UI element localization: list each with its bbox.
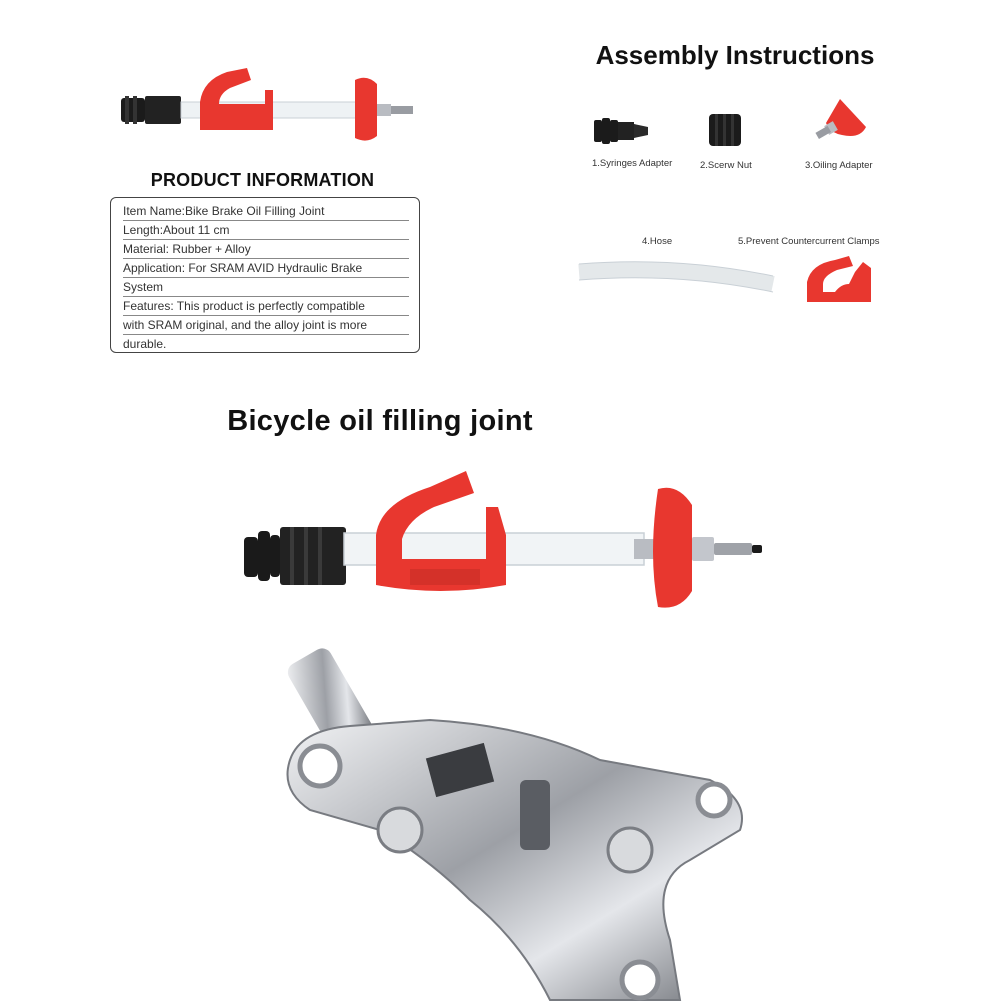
product-info-row: Features: This product is perfectly compatible xyxy=(123,297,409,316)
syringe-adapter-icon xyxy=(592,112,662,152)
clamp-icon xyxy=(805,254,875,306)
part-label-screw-nut: 2.Scerw Nut xyxy=(700,160,752,171)
oiling-adapter xyxy=(634,488,762,608)
thumb-syringe-adapter xyxy=(121,96,181,124)
product-thumbnail xyxy=(115,60,425,140)
product-info-row: Material: Rubber + Alloy xyxy=(123,240,409,259)
product-info-row: System xyxy=(123,278,409,297)
part-label-hose: 4.Hose xyxy=(642,236,673,247)
syringe-adapter xyxy=(244,527,346,585)
part-label-syringes-adapter: 1.Syringes Adapter xyxy=(592,158,673,169)
part-label-oiling-adapter: 3.Oiling Adapter xyxy=(805,160,873,171)
clamp xyxy=(376,471,506,591)
thumb-oiling-adapter xyxy=(355,78,377,141)
product-info-row: Item Name:Bike Brake Oil Filling Joint xyxy=(123,202,409,221)
hose-icon xyxy=(577,262,777,302)
product-image-large xyxy=(240,465,770,615)
product-info-row: Length:About 11 cm xyxy=(123,221,409,240)
oiling-adapter-icon xyxy=(812,95,872,150)
product-info-row: durable. xyxy=(123,337,167,351)
brake-caliper-image xyxy=(270,640,770,1000)
product-info-table xyxy=(110,197,420,353)
assembly-title: Assembly Instructions xyxy=(595,40,875,70)
product-info-title: PRODUCT INFORMATION xyxy=(150,170,375,190)
screw-nut-icon xyxy=(707,112,743,148)
product-info-row: Application: For SRAM AVID Hydraulic Brake xyxy=(123,259,409,278)
part-label-clamps: 5.Prevent Countercurrent Clamps xyxy=(738,236,880,247)
main-title: Bicycle oil filling joint xyxy=(227,405,533,437)
thumb-clamp xyxy=(200,68,273,130)
product-info-row: with SRAM original, and the alloy joint is more xyxy=(123,316,409,335)
